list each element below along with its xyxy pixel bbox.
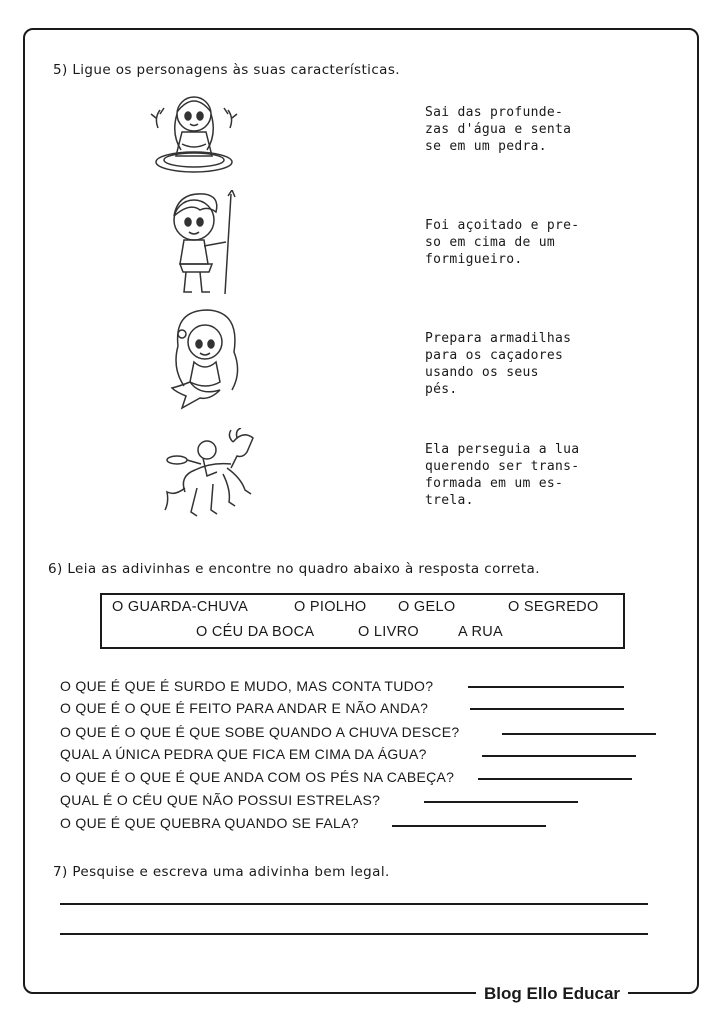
description-line: usando os seus: [425, 365, 539, 380]
description-line: pés.: [425, 382, 458, 397]
mermaid-icon: [158, 306, 252, 410]
description-line: para os caçadores: [425, 348, 564, 363]
riddle-6: QUAL É O CÉU QUE NÃO POSSUI ESTRELAS?: [60, 792, 381, 808]
q7-title: 7) Pesquise e escreva uma adivinha bem legal.: [53, 864, 390, 880]
answer-option: O PIOLHO: [294, 599, 367, 615]
riddle-7: O QUE É QUE QUEBRA QUANDO SE FALA?: [60, 815, 359, 831]
negrinho-pastoreio-icon: [163, 428, 267, 520]
riddle-2: O QUE É O QUE É FEITO PARA ANDAR E NÃO ANDA?: [60, 700, 429, 716]
description-2: [425, 217, 579, 268]
description-line: formada em um es-: [425, 476, 564, 491]
footer-brand: Blog Ello Educar: [476, 983, 628, 1005]
caipora-icon: [160, 190, 246, 296]
description-line: formigueiro.: [425, 252, 523, 267]
answer-line[interactable]: [468, 686, 624, 688]
answer-line[interactable]: [478, 778, 632, 780]
description-line: Ela perseguia a lua: [425, 442, 580, 457]
answer-line[interactable]: [392, 825, 546, 827]
answer-box: [100, 593, 625, 649]
riddle-5: O QUE É O QUE É QUE ANDA COM OS PÉS NA CABEÇA?: [60, 769, 455, 785]
riddle-1: O QUE É QUE É SURDO E MUDO, MAS CONTA TUDO?: [60, 678, 434, 694]
description-line: zas d'água e senta: [425, 122, 572, 137]
description-line: Prepara armadilhas: [425, 331, 572, 346]
answer-option: O LIVRO: [358, 624, 419, 640]
answer-option: O GELO: [398, 599, 456, 615]
description-line: Sai das profunde-: [425, 105, 564, 120]
answer-line[interactable]: [502, 733, 656, 735]
iara-icon: [148, 88, 240, 178]
riddle-4: QUAL A ÚNICA PEDRA QUE FICA EM CIMA DA ÁGUA?: [60, 746, 427, 762]
answer-line[interactable]: [482, 755, 636, 757]
answer-line[interactable]: [470, 708, 624, 710]
answer-option: O CÉU DA BOCA: [196, 624, 315, 640]
answer-line[interactable]: [424, 801, 578, 803]
description-line: se em um pedra.: [425, 139, 547, 154]
writing-line[interactable]: [60, 933, 648, 935]
riddle-3: O QUE É O QUE É QUE SOBE QUANDO A CHUVA DESCE?: [60, 724, 460, 740]
description-4: [425, 441, 579, 509]
description-3: [425, 330, 571, 398]
answer-option: A RUA: [458, 624, 504, 640]
q5-title: 5) Ligue os personagens às suas características.: [53, 62, 400, 78]
description-line: Foi açoitado e pre-: [425, 218, 580, 233]
page-frame: [23, 28, 699, 994]
description-line: querendo ser trans-: [425, 459, 580, 474]
description-line: so em cima de um: [425, 235, 556, 250]
answer-option: O SEGREDO: [508, 599, 599, 615]
description-line: trela.: [425, 493, 474, 508]
description-1: [425, 104, 571, 155]
q6-title: 6) Leia as adivinhas e encontre no quadro abaixo à resposta correta.: [48, 561, 540, 577]
answer-option: O GUARDA-CHUVA: [112, 599, 249, 615]
writing-line[interactable]: [60, 903, 648, 905]
